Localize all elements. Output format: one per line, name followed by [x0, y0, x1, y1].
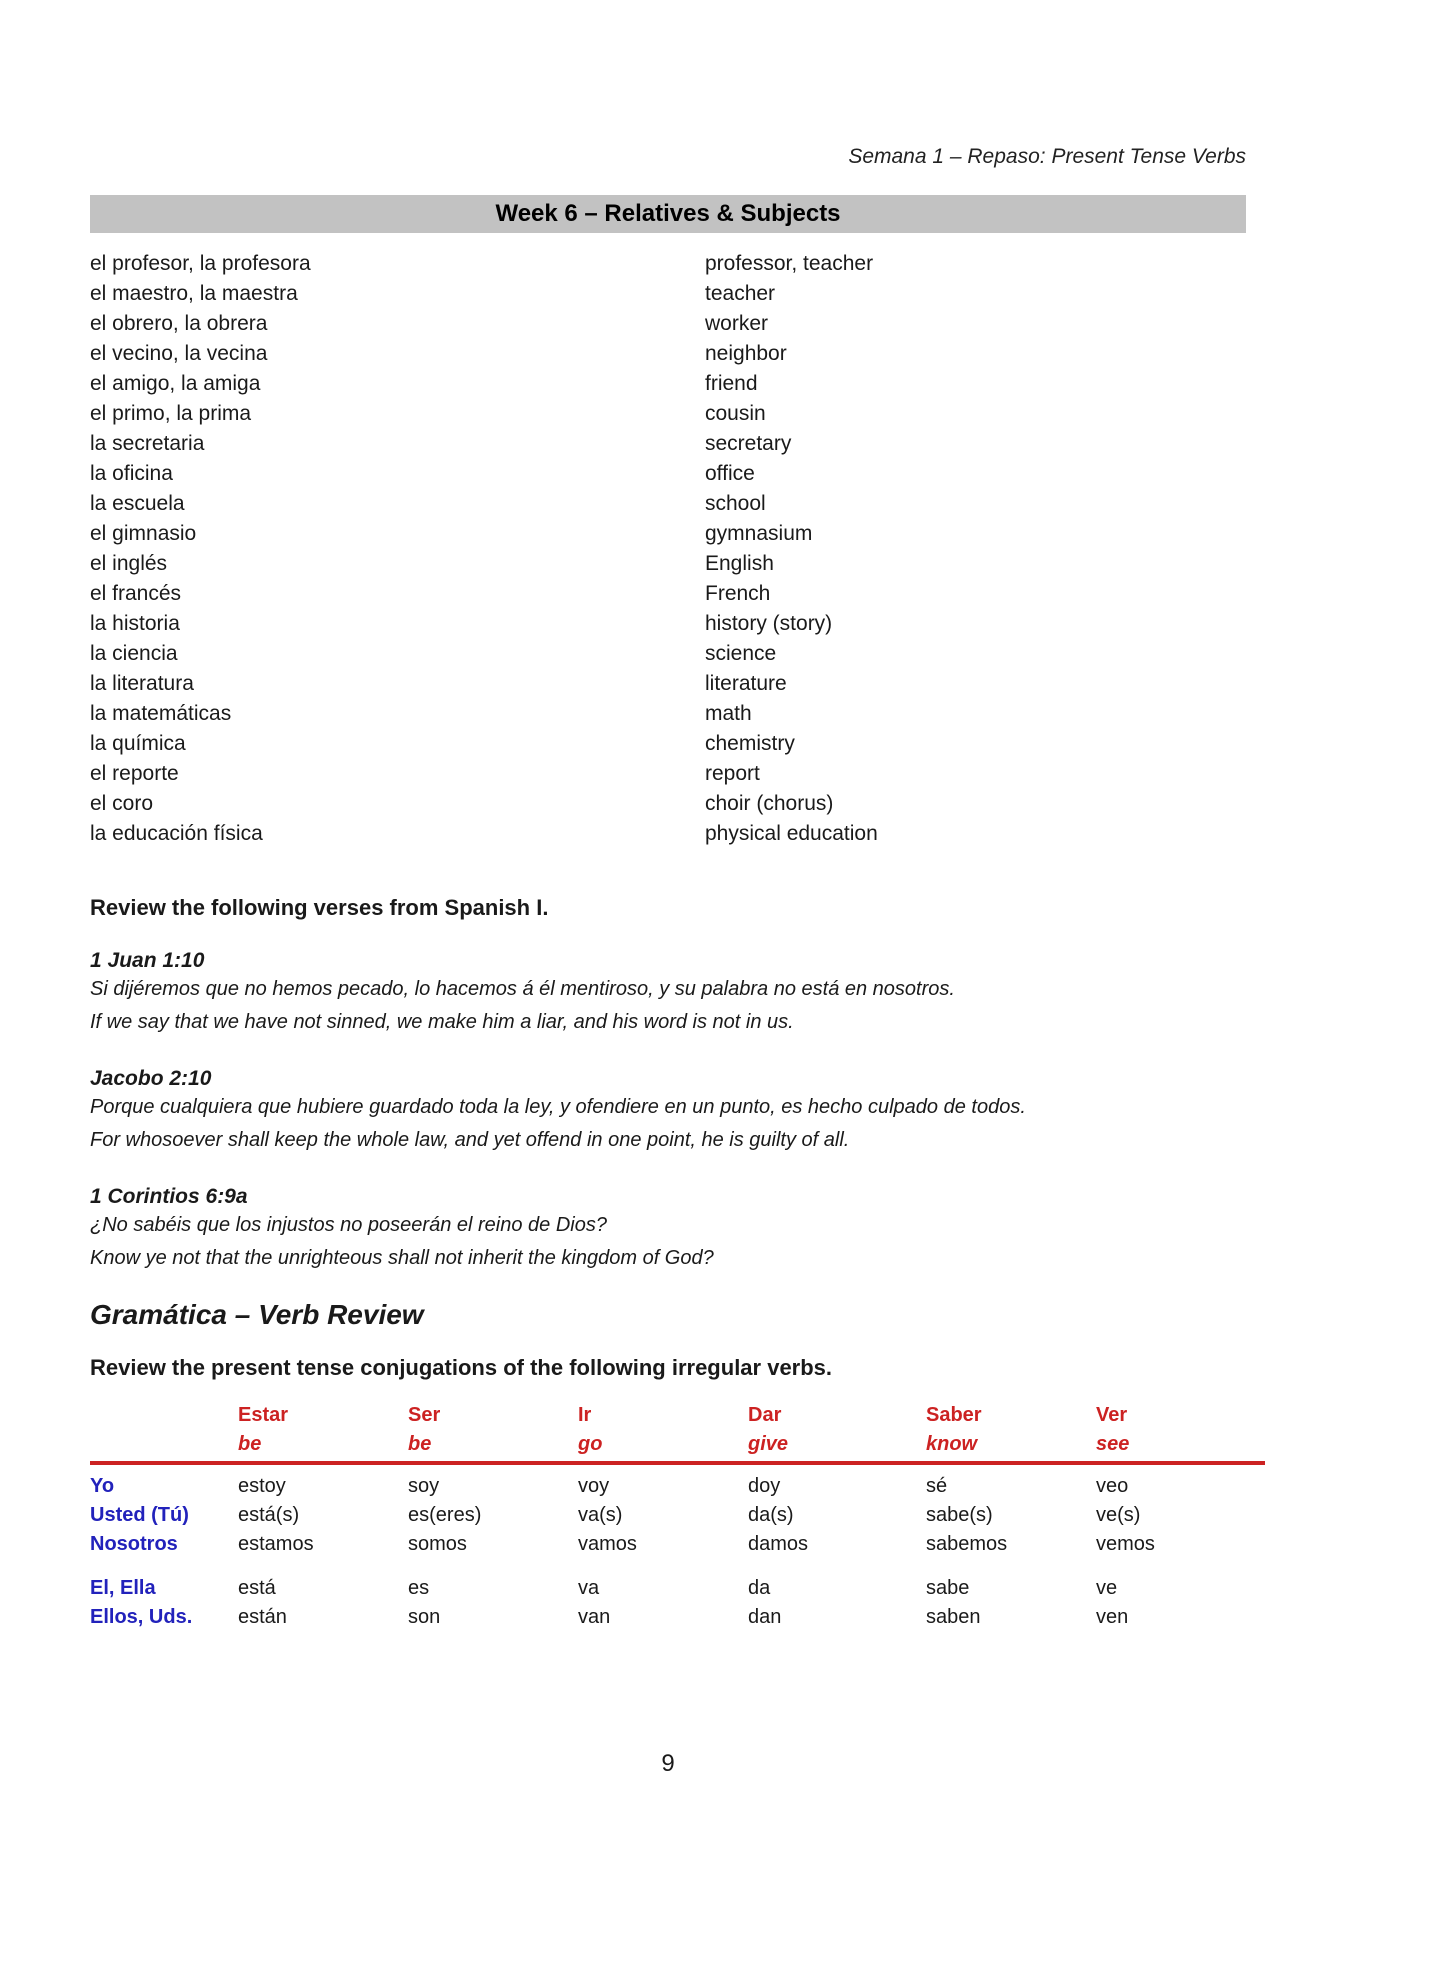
vocab-row [90, 579, 1265, 609]
vocab-row [90, 639, 1265, 669]
english-term: gymnasium [705, 522, 813, 545]
pronoun-label: Usted (Tú) [90, 1504, 189, 1526]
spanish-term: el vecino, la vecina [90, 342, 268, 365]
english-term: office [705, 462, 755, 485]
verb-form: sabe [926, 1577, 970, 1599]
verse-reference: Jacobo 2:10 [90, 1067, 212, 1090]
english-term: secretary [705, 432, 792, 455]
verb-gloss-header: know [926, 1433, 978, 1455]
english-term: cousin [705, 402, 766, 425]
verb-form: van [578, 1606, 611, 1628]
verb-name-header: Estar [238, 1404, 289, 1426]
spanish-term: el reporte [90, 762, 179, 785]
verse-spanish-text: Porque cualquiera que hubiere guardado toda la ley, y ofendiere en un punto, es hecho culpado de todos. [90, 1096, 1026, 1118]
vocab-row [90, 489, 1265, 519]
verb-form: sé [926, 1475, 948, 1497]
verse-block [90, 949, 1265, 1039]
spanish-term: el amigo, la amiga [90, 372, 261, 395]
english-term: professor, teacher [705, 252, 874, 275]
verb-form: sabe(s) [926, 1504, 993, 1526]
verb-gloss-header: be [238, 1433, 262, 1455]
vocab-row [90, 369, 1265, 399]
verb-gloss-header: go [578, 1433, 603, 1455]
table-row-gap [90, 1559, 1265, 1574]
verb-name-header: Ir [578, 1404, 592, 1426]
spanish-term: el maestro, la maestra [90, 282, 298, 305]
spanish-term: el gimnasio [90, 522, 197, 545]
spanish-term: el primo, la prima [90, 402, 252, 425]
vocab-row [90, 609, 1265, 639]
english-term: school [705, 492, 766, 515]
spanish-term: la oficina [90, 462, 173, 485]
verb-form: veo [1096, 1475, 1129, 1497]
table-corner [90, 1430, 238, 1459]
english-term: English [705, 552, 774, 575]
page-number: 9 [661, 1750, 675, 1777]
verses-section [90, 949, 1265, 1275]
verb-form: está [238, 1577, 276, 1599]
verb-form: están [238, 1606, 287, 1628]
vocab-row [90, 429, 1265, 459]
vocab-row [90, 789, 1265, 819]
english-term: history (story) [705, 612, 833, 635]
english-term: choir (chorus) [705, 792, 834, 815]
grammar-title: Gramática – Verb Review [90, 1299, 424, 1330]
spanish-term: la literatura [90, 672, 194, 695]
verb-name-header: Saber [926, 1404, 982, 1426]
verb-form: va(s) [578, 1504, 623, 1526]
verb-name-header: Dar [748, 1404, 782, 1426]
verb-form: doy [748, 1475, 781, 1497]
verb-form: dan [748, 1606, 782, 1628]
verse-reference: 1 Corintios 6:9a [90, 1185, 248, 1208]
spanish-term: el coro [90, 792, 154, 815]
verse-english-text: For whosoever shall keep the whole law, and yet offend in one point, he is guilty of all. [90, 1129, 850, 1151]
verb-form: da [748, 1577, 771, 1599]
english-term: report [705, 762, 760, 785]
verb-form: damos [748, 1533, 809, 1555]
verb-form: vamos [578, 1533, 637, 1555]
vocab-row [90, 279, 1265, 309]
conjugation-table [90, 1401, 1265, 1632]
verb-form: da(s) [748, 1504, 794, 1526]
verb-gloss-header: be [408, 1433, 432, 1455]
verb-form: es [408, 1577, 430, 1599]
verb-form: soy [408, 1475, 440, 1497]
verse-spanish-text: ¿No sabéis que los injustos no poseerán el reino de Dios? [90, 1214, 607, 1236]
verb-form: ve [1096, 1577, 1118, 1599]
vocab-row [90, 549, 1265, 579]
verb-form: estoy [238, 1475, 286, 1497]
verb-form: es(eres) [408, 1504, 482, 1526]
spanish-term: el inglés [90, 552, 168, 575]
spanish-term: la educación física [90, 822, 263, 845]
vocab-row [90, 339, 1265, 369]
verb-form: está(s) [238, 1504, 300, 1526]
verb-form: ve(s) [1096, 1504, 1141, 1526]
verb-form: saben [926, 1606, 981, 1628]
english-term: chemistry [705, 732, 795, 755]
verb-form: vemos [1096, 1533, 1155, 1555]
grammar-instruction: Review the present tense conjugations of the following irregular verbs. [90, 1355, 833, 1380]
verses-heading: Review the following verses from Spanish I. [90, 895, 549, 920]
spanish-term: la escuela [90, 492, 185, 515]
verb-form: estamos [238, 1533, 314, 1555]
verse-english-text: Know ye not that the unrighteous shall not inherit the kingdom of God? [90, 1247, 714, 1269]
verse-english-text: If we say that we have not sinned, we make him a liar, and his word is not in us. [90, 1011, 794, 1033]
english-term: French [705, 582, 771, 605]
vocab-row [90, 399, 1265, 429]
english-term: physical education [705, 822, 878, 845]
verb-form: somos [408, 1533, 467, 1555]
running-header: Semana 1 – Repaso: Present Tense Verbs [848, 145, 1246, 168]
verb-form: ven [1096, 1606, 1129, 1628]
pronoun-label: El, Ella [90, 1577, 156, 1599]
section-banner: Week 6 – Relatives & Subjects [90, 195, 1246, 233]
pronoun-label: Yo [90, 1475, 115, 1497]
verb-form: son [408, 1606, 441, 1628]
vocab-row [90, 249, 1265, 279]
spanish-term: el profesor, la profesora [90, 252, 311, 275]
spanish-term: la secretaria [90, 432, 205, 455]
vocab-row [90, 309, 1265, 339]
verb-form: voy [578, 1475, 610, 1497]
verb-form: va [578, 1577, 600, 1599]
vocab-row [90, 729, 1265, 759]
english-term: literature [705, 672, 787, 695]
vocab-row [90, 699, 1265, 729]
pronoun-label: Nosotros [90, 1533, 178, 1555]
verse-spanish-text: Si dijéremos que no hemos pecado, lo hacemos á él mentiroso, y su palabra no está en nosotros. [90, 978, 955, 1000]
vocab-row [90, 669, 1265, 699]
english-term: neighbor [705, 342, 787, 365]
verb-name-header: Ser [408, 1404, 441, 1426]
vocab-row [90, 459, 1265, 489]
table-divider-line [90, 1461, 1265, 1465]
verb-gloss-header: give [748, 1433, 789, 1455]
verse-block [90, 1185, 1265, 1275]
spanish-term: la ciencia [90, 642, 178, 665]
english-term: science [705, 642, 777, 665]
verb-form: sabemos [926, 1533, 1008, 1555]
spanish-term: el francés [90, 582, 182, 605]
english-term: worker [705, 312, 769, 335]
verb-name-header: Ver [1096, 1404, 1128, 1426]
verse-reference: 1 Juan 1:10 [90, 949, 205, 972]
spanish-term: el obrero, la obrera [90, 312, 268, 335]
spanish-term: la química [90, 732, 186, 755]
spanish-term: la matemáticas [90, 702, 232, 725]
vocabulary-list [90, 249, 1265, 849]
table-corner [90, 1401, 238, 1430]
vocab-row [90, 759, 1265, 789]
verse-block [90, 1067, 1265, 1157]
spanish-term: la historia [90, 612, 180, 635]
vocab-row [90, 519, 1265, 549]
english-term: math [705, 702, 752, 725]
english-term: friend [705, 372, 758, 395]
verb-gloss-header: see [1096, 1433, 1130, 1455]
vocab-row [90, 819, 1265, 849]
english-term: teacher [705, 282, 776, 305]
pronoun-label: Ellos, Uds. [90, 1606, 193, 1628]
